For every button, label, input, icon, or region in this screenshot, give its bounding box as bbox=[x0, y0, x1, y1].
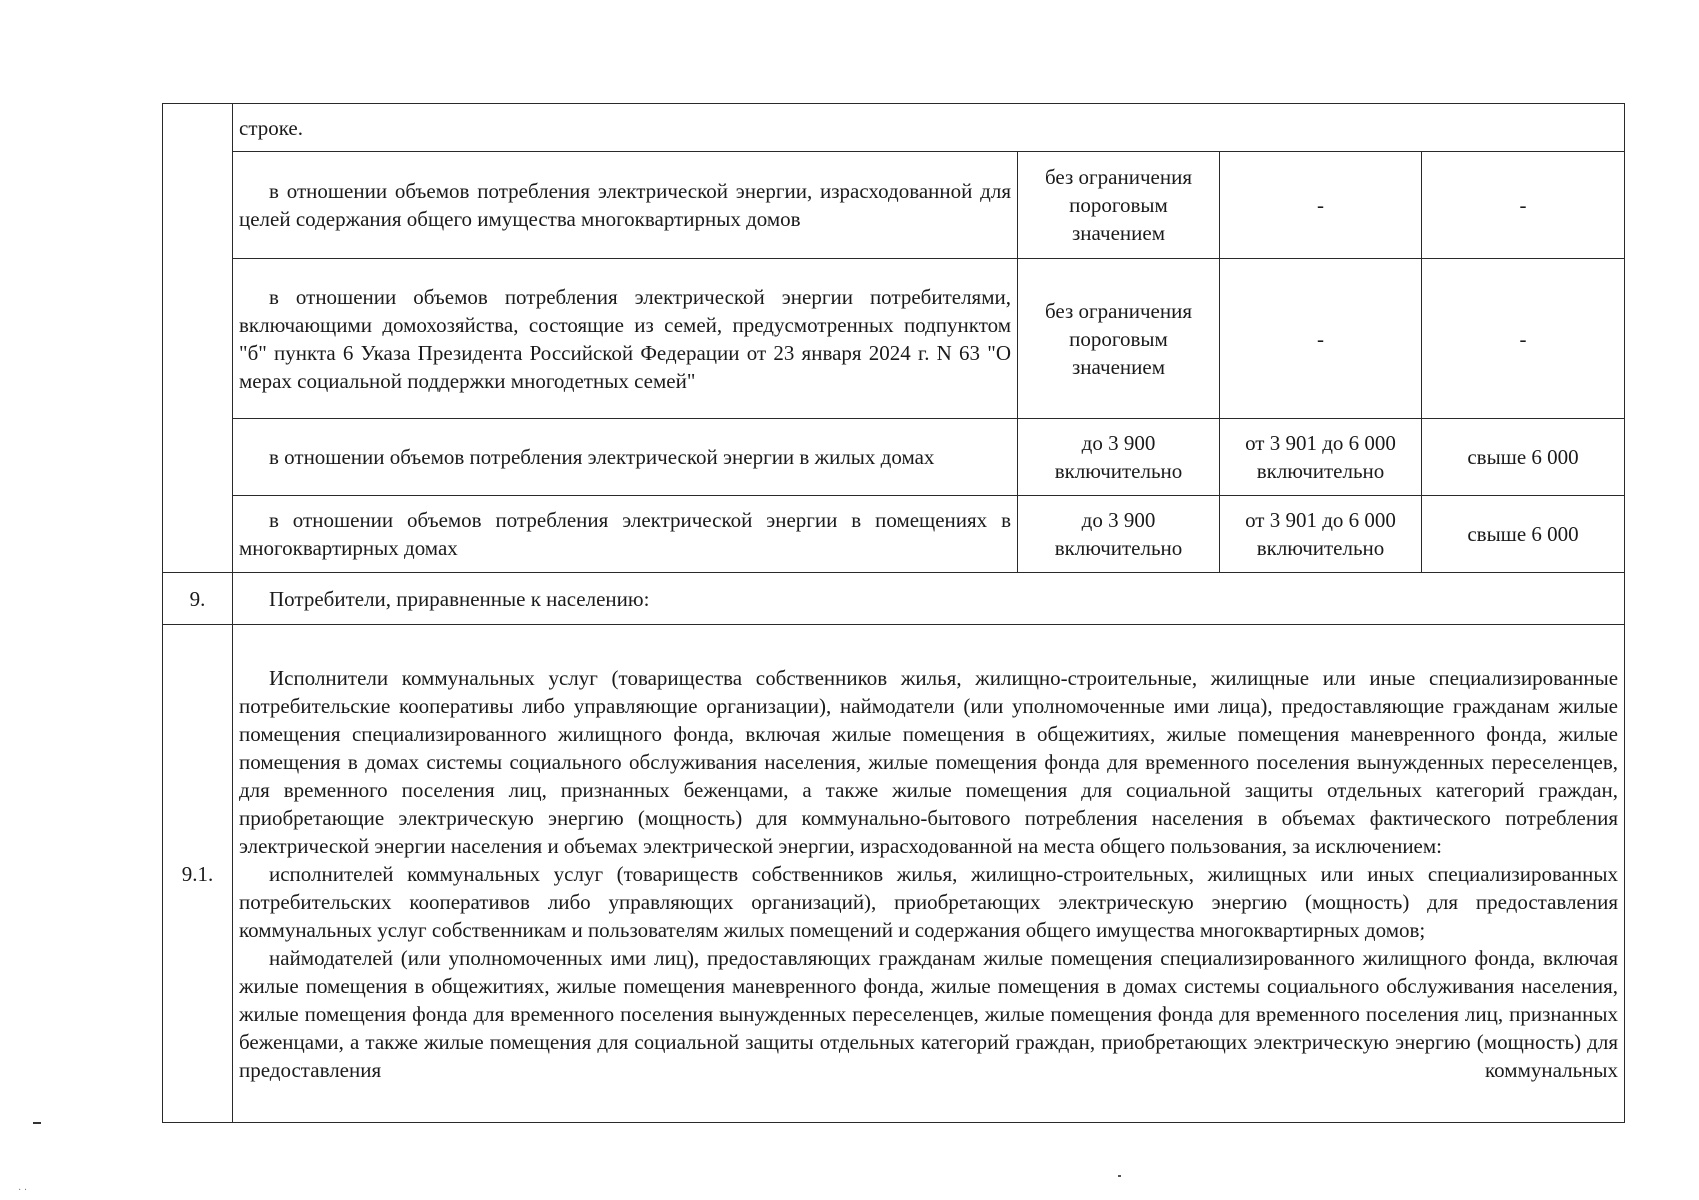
description-cell: в отношении объемов потребления электрической энергии, израсходованной для целей содержания общего имущества многоквартирных домов bbox=[233, 152, 1018, 259]
range-cell-2: - bbox=[1220, 259, 1422, 419]
range-cell-1: без ограничения пороговым значением bbox=[1018, 152, 1220, 259]
range-cell-3: - bbox=[1422, 259, 1625, 419]
range-cell-1: до 3 900 включительно bbox=[1018, 496, 1220, 573]
table-row bbox=[163, 152, 1625, 259]
tariff-table bbox=[162, 103, 1625, 1123]
range-cell-2: - bbox=[1220, 152, 1422, 259]
table-row bbox=[163, 419, 1625, 496]
long-text-cell bbox=[233, 625, 1625, 1123]
paragraph: Исполнители коммунальных услуг (товарищества собственников жилья, жилищно-строительные, жилищные или иные специализированные потребительские кооперативы либо управляющие организации), наймодатели (или уполномоченные ими лица), предоставляющие гражданам жилые помещения специализированного жилищного фонда, включая жилые помещения в общежитиях, жилые помещения маневренного фонда, жилые помещения в домах системы социального обслуживания населения, жилые помещения фонда для временного поселения вынужденных переселенцев, для временного поселения лиц, признанных беженцами, а также жилые помещения для социальной защиты отдельных категорий граждан, приобретающие электрическую энергию (мощность) для коммунально-бытового потребления населения в объемах фактического потребления электрической энергии населения и объемах электрической энергии, израсходованной на места общего пользования, за исключением: bbox=[239, 665, 1619, 858]
row-number: 9.1. bbox=[163, 625, 233, 1123]
table-row bbox=[163, 259, 1625, 419]
description-cell: в отношении объемов потребления электрической энергии потребителями, включающими домохозяйства, состоящие из семей, предусмотренных подпунктом "б" пункта 6 Указа Президента Российской Федерации от 23 января 2024 г. N 63 "О мерах социальной поддержки многодетных семей" bbox=[233, 259, 1018, 419]
row-number: 9. bbox=[163, 573, 233, 625]
table-row bbox=[163, 625, 1625, 1123]
continuation-text: строке. bbox=[233, 104, 1625, 152]
range-cell-3: свыше 6 000 bbox=[1422, 496, 1625, 573]
range-cell-1: без ограничения пороговым значением bbox=[1018, 259, 1220, 419]
table-row bbox=[163, 573, 1625, 625]
range-cell-1: до 3 900 включительно bbox=[1018, 419, 1220, 496]
range-cell-2: от 3 901 до 6 000 включительно bbox=[1220, 419, 1422, 496]
paragraph: исполнителей коммунальных услуг (товариществ собственников жилья, жилищно-строительных, жилищных или иных специализированных потребительских кооперативов либо управляющих организаций), приобретающих электрическую энергию (мощность) для предоставления коммунальных услуг собственникам и пользователям жилых помещений и содержания общего имущества многоквартирных домов; bbox=[239, 861, 1619, 942]
table-row bbox=[163, 496, 1625, 573]
range-cell-3: - bbox=[1422, 152, 1625, 259]
scan-artifact: · · bbox=[18, 1185, 28, 1196]
table-row bbox=[163, 104, 1625, 152]
margin-mark bbox=[33, 1122, 41, 1124]
range-cell-3: свыше 6 000 bbox=[1422, 419, 1625, 496]
description-cell: в отношении объемов потребления электрической энергии в жилых домах bbox=[233, 419, 1018, 496]
range-cell-2: от 3 901 до 6 000 включительно bbox=[1220, 496, 1422, 573]
scan-artifact bbox=[1118, 1175, 1121, 1177]
paragraph: наймодателей (или уполномоченных ими лиц), предоставляющих гражданам жилые помещения специализированного жилищного фонда, включая жилые помещения в общежитиях, жилые помещения маневренного фонда, жилые помещения в домах системы социального обслуживания населения, жилые помещения фонда для временного поселения вынужденных переселенцев, жилые помещения фонда для временного поселения лиц, признанных беженцами, а также жилые помещения для социальной защиты отдельных категорий граждан, приобретающих электрическую энергию (мощность) для предоставления коммунальных bbox=[239, 945, 1619, 1082]
section-heading: Потребители, приравненные к населению: bbox=[233, 573, 1625, 625]
row-number-cell bbox=[163, 104, 233, 573]
description-cell: в отношении объемов потребления электрической энергии в помещениях в многоквартирных домах bbox=[233, 496, 1018, 573]
